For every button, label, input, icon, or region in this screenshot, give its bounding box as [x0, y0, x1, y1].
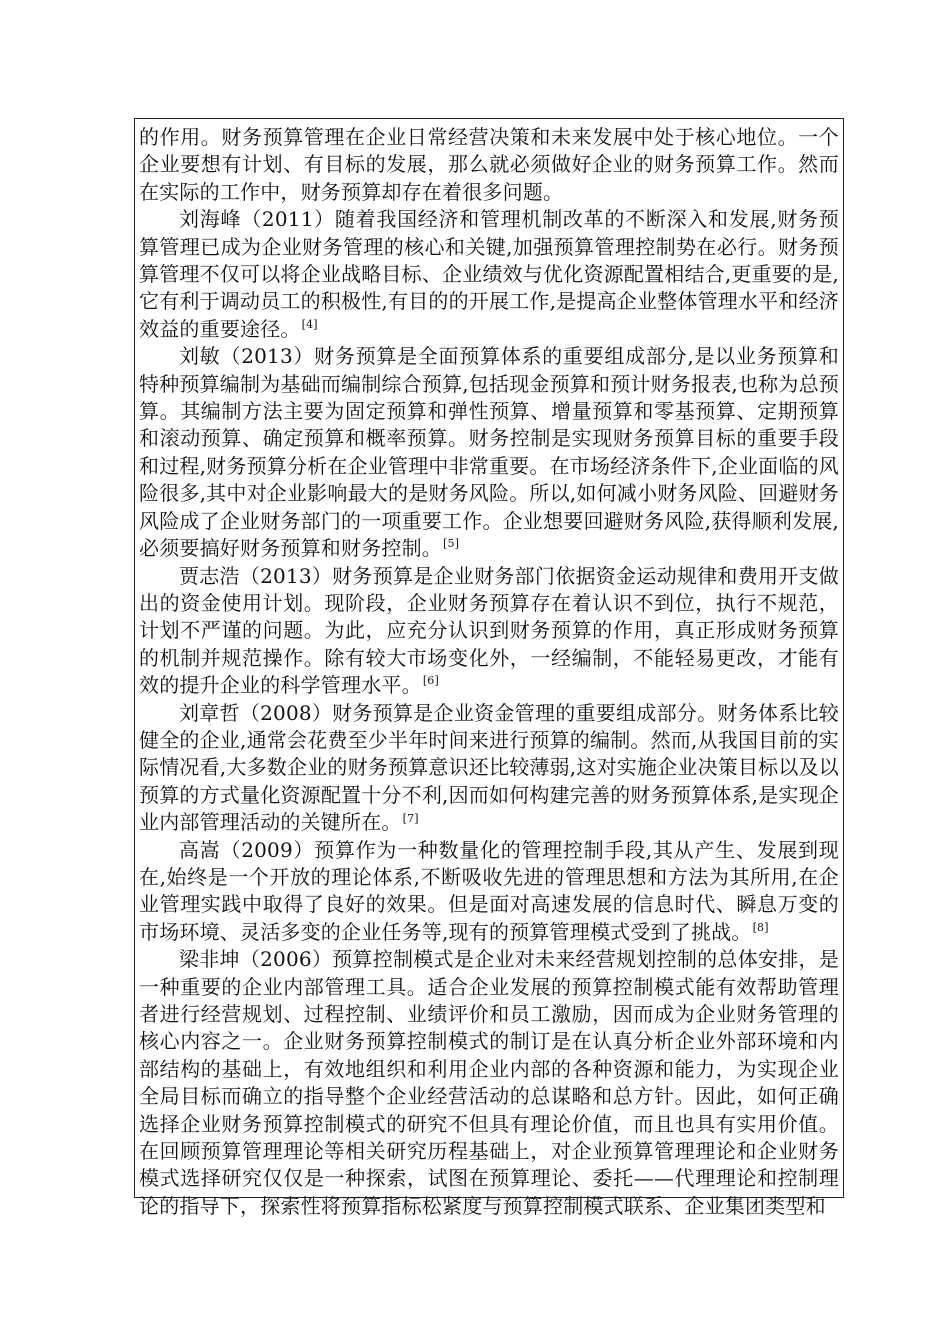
document-text-frame: [134, 118, 844, 1218]
paragraph-liu-zhangzhe: [139, 700, 839, 837]
paragraph-text: 刘海峰（2011）随着我国经济和管理机制改革的不断深入和发展,财务预算管理已成为企业财务管理的核心和关键,加强预算管理控制势在必行。财务预算管理不仅可以将企业战略目标、企业绩效与优化资源配置相结合,更重要的是,它有利于调动员工的积极性,有目的的开展工作,是提高企业整体管理水平和经济效益的重要途径。: [139, 207, 839, 341]
citation-reference: [6]: [422, 674, 439, 688]
paragraph-liu-haifeng: [139, 206, 839, 343]
paragraph-text: 刘章哲（2008）财务预算是企业资金管理的重要组成部分。财务体系比较健全的企业,通常会花费至少半年时间来进行预算的编制。然而,从我国目前的实际情况看,大多数企业的财务预算意识还比较薄弱,这对实施企业决策目标以及以预算的方式量化资源配置十分不利,因而如何构建完善的财务预算体系,是实现企业内部管理活动的关键所在。: [139, 700, 839, 835]
paragraph-liang-feikun: [139, 946, 839, 1220]
citation-reference: [5]: [443, 537, 460, 551]
paragraph-gao-song: [139, 837, 839, 947]
citation-reference: [7]: [402, 811, 419, 825]
citation-reference: [8]: [752, 921, 769, 935]
paragraph-text: 高嵩（2009）预算作为一种数量化的管理控制手段,其从产生、发展到现在,始终是一个开放的理论体系,不断吸收先进的管理思想和方法为其所用,在企业管理实践中取得了良好的效果。但是面对高速发展的信息时代、瞬息万变的市场环境、灵活多变的企业任务等,现有的预算管理模式受到了挑战。: [139, 837, 839, 944]
paragraph-text: 刘敏（2013）财务预算是全面预算体系的重要组成部分,是以业务预算和特种预算编制为基础而编制综合预算,包括现金预算和预计财务报表,也称为总预算。其编制方法主要为固定预算和弹性预算、增量预算和零基预算、定期预算和滚动预算、确定预算和概率预算。财务控制是实现财务预算目标的重要手段和过程,财务预算分析在企业管理中非常重要。在市场经济条件下,企业面临的风险很多,其中对企业影响最大的是财务风险。所以,如何减小财务风险、回避财务风险成了企业财务部门的一项重要工作。企业想要回避财务风险,获得顺利发展,必须要搞好财务预算和财务控制。: [139, 344, 839, 561]
paragraph-text: 梁非坤（2006）预算控制模式是企业对未来经营规划控制的总体安排，是一种重要的企业内部管理工具。适合企业发展的预算控制模式能有效帮助管理者进行经营规划、过程控制、业绩评价和员工激励，因而成为企业财务管理的核心内容之一。企业财务预算控制模式的制订是在认真分析企业外部环境和内部结构的基础上，有效地组织和利用企业内部的各种资源和能力，为实现企业全局目标而确立的指导整个企业经营活动的总谋略和总方针。因此，如何正确选择企业财务预算控制模式的研究不但具有理论价值，而且也具有实用价值。 在回顾预算管理理论等相关研究历程基础上，对企业预算管理理论和企业财务模式选择研究仅仅是一种探索，试图在预算理论、委托——代理理论和控制理论的指导下，探索性将预算指标松紧度与预算控制模式联系、企业集团类型和: [139, 947, 839, 1218]
paragraph-text: 的作用。财务预算管理在企业日常经营决策和未来发展中处于核心地位。一个企业要想有计划、有目标的发展，那么就必须做好企业的财务预算工作。然而在实际的工作中，财务预算却存在着很多问题。: [139, 125, 839, 204]
paragraph-intro: [139, 124, 839, 206]
paragraph-text: 贾志浩（2013）财务预算是企业财务部门依据资金运动规律和费用开支做出的资金使用计划。现阶段，企业财务预算存在着认识不到位，执行不规范，计划不严谨的问题。为此，应充分认识到财务预算的作用，真正形成财务预算的机制并规范操作。除有较大市场变化外，一经编制，不能轻易更改，才能有效的提升企业的科学管理水平。: [139, 563, 839, 698]
paragraph-liu-min: [139, 343, 839, 562]
citation-reference: [4]: [301, 318, 318, 332]
paragraph-jia-zhihao: [139, 563, 839, 700]
